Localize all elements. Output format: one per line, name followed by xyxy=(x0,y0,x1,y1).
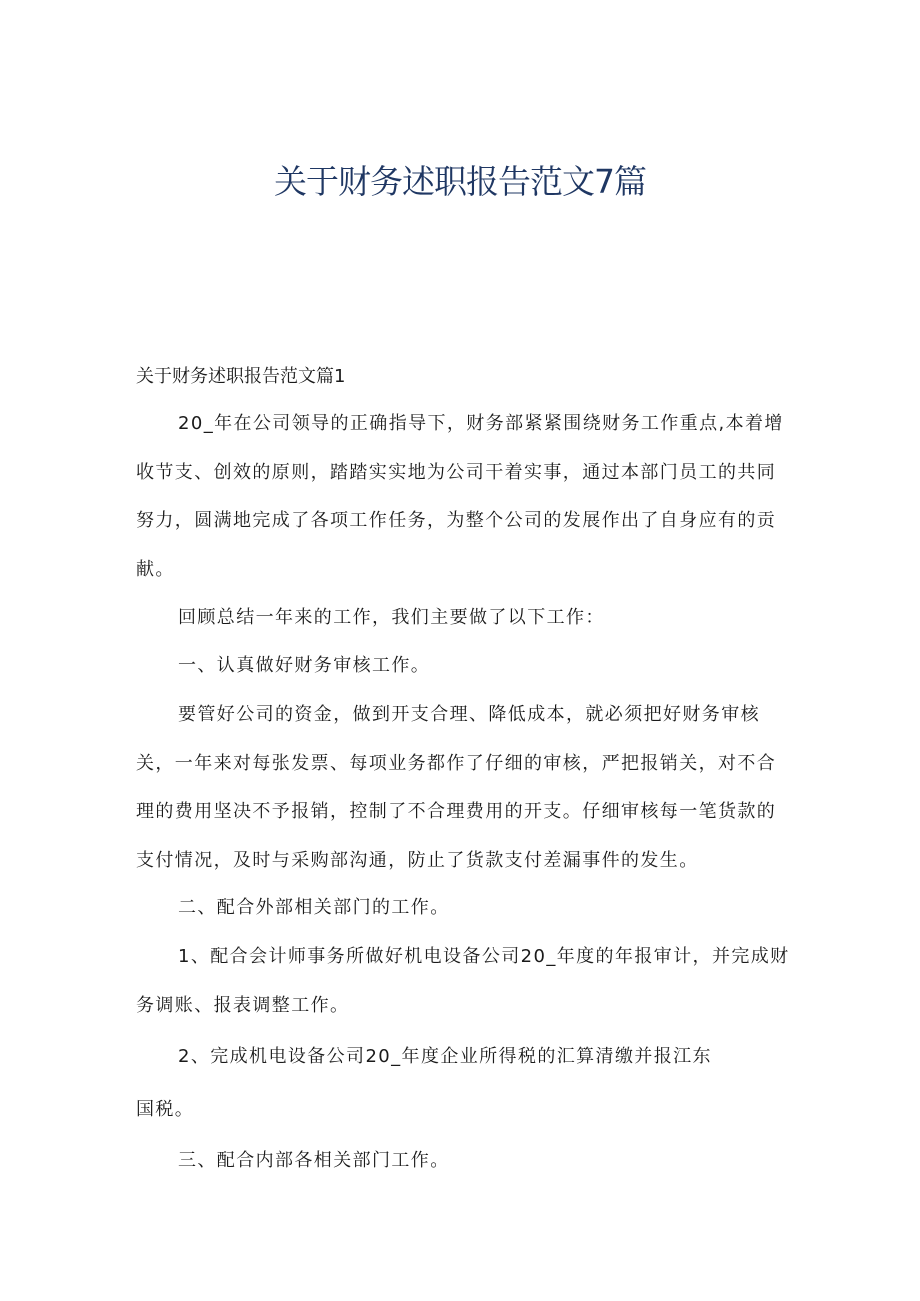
paragraph-item-two-heading: 二、配合外部相关部门的工作。 xyxy=(178,897,450,918)
paragraph-item-one-heading: 一、认真做好财务审核工作。 xyxy=(178,655,431,676)
paragraph-item-two-sub-one: 1、配合会计师事务所做好机电设备公司20_年度的年报审计，并完成财务调账、报表调整工作。 xyxy=(136,946,790,1016)
section-heading: 关于财务述职报告范文篇1 xyxy=(136,366,346,387)
paragraph-item-two-sub-two-continued: 国税。 xyxy=(136,1099,195,1120)
paragraph-intro: 20_年在公司领导的正确指导下，财务部紧紧围绕财务工作重点,本着增收节支、创效的原则，踏踏实实地为公司干着实事，通过本部门员工的共同努力，圆满地完成了各项工作任务，为整个公司的发展作出了自身应有的贡献。 xyxy=(136,413,784,580)
paragraph-item-three-heading: 三、配合内部各相关部门工作。 xyxy=(178,1150,450,1171)
paragraph-review: 回顾总结一年来的工作，我们主要做了以下工作： xyxy=(178,607,605,628)
paragraph-item-one-body: 要管好公司的资金，做到开支合理、降低成本，就必须把好财务审核关，一年来对每张发票、每项业务都作了仔细的审核，严把报销关，对不合理的费用坚决不予报销，控制了不合理费用的开支。仔细审核每一笔货款的支付情况，及时与采购部沟通，防止了货款支付差漏事件的发生。 xyxy=(136,704,777,871)
document-title: 关于财务述职报告范文7篇 xyxy=(274,162,646,201)
paragraph-item-two-sub-two: 2、完成机电设备公司20_年度企业所得税的汇算清缴并报江东 xyxy=(178,1046,712,1067)
